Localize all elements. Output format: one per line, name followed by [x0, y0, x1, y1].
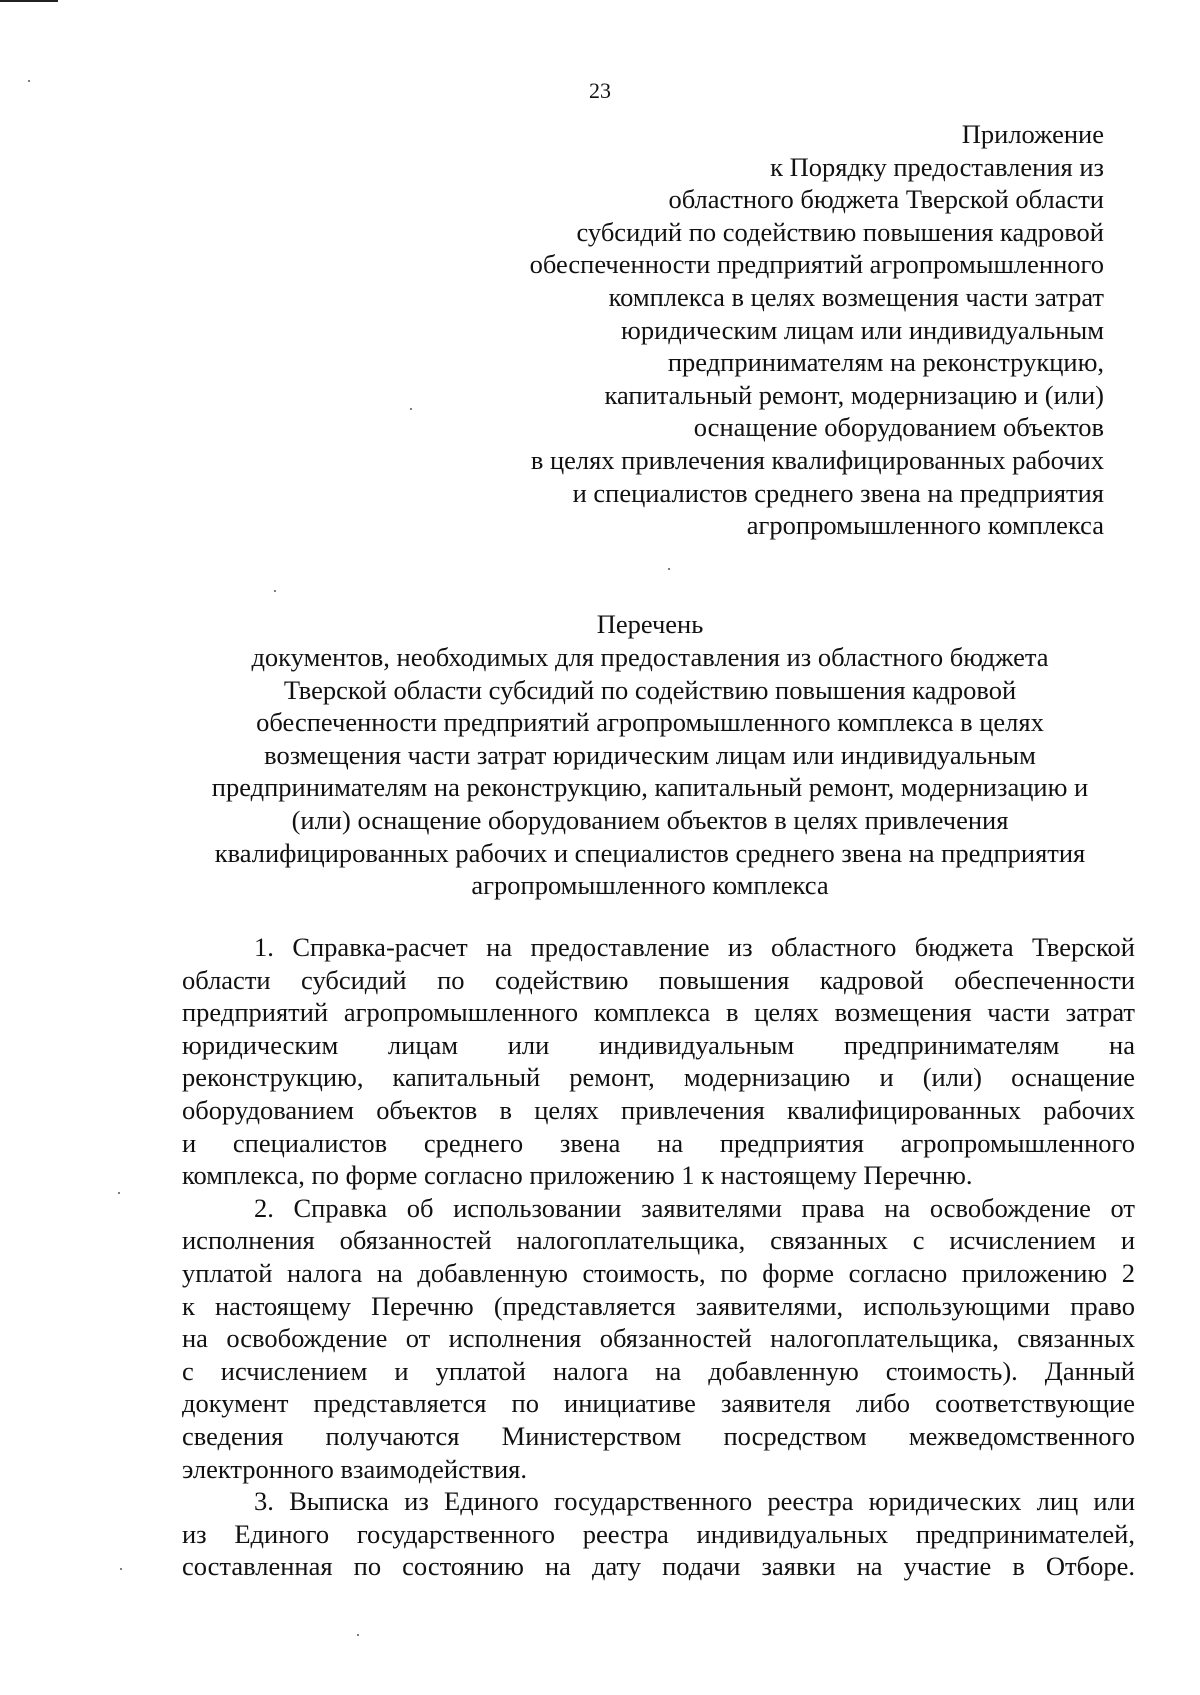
paragraph-line: документ представляется по инициативе заявителя либо соответствующие — [182, 1388, 1135, 1419]
page-number: 23 — [589, 78, 611, 103]
scan-speck — [357, 1634, 359, 1636]
appendix-line: Приложение — [961, 119, 1104, 149]
paragraph-line: комплекса, по форме согласно приложению 1 к настоящему Перечню. — [182, 1160, 973, 1191]
paragraph-line: из Единого государственного реестра индивидуальных предпринимателей, — [182, 1518, 1135, 1549]
paragraph-line: реконструкцию, капитальный ремонт, модернизацию и (или) оснащение — [182, 1062, 1135, 1093]
appendix-line: агропромышленного комплекса — [746, 510, 1104, 541]
list-subtitle — [160, 641, 1140, 902]
subtitle-line: возмещения части затрат юридическим лицам или индивидуальным — [264, 739, 1036, 770]
scan-speck — [28, 80, 30, 82]
appendix-line: обеспеченности предприятий агропромышленного — [529, 249, 1104, 280]
appendix-line: комплекса в целях возмещения части затрат — [608, 281, 1104, 312]
appendix-header — [464, 118, 1104, 542]
paragraph-line: к настоящему Перечню (представляется заявителями, использующими право — [182, 1290, 1135, 1321]
scan-speck — [118, 1192, 120, 1194]
appendix-line: субсидий по содействию повышения кадровой — [576, 216, 1104, 247]
paragraph-line: на освобождение от исполнения обязанностей налогоплательщика, связанных — [182, 1323, 1135, 1354]
scan-speck — [410, 408, 412, 410]
paragraph-line: с исчислением и уплатой налога на добавленную стоимость). Данный — [182, 1355, 1135, 1386]
paragraph-line: 3. Выписка из Единого государственного реестра юридических лиц или — [254, 1486, 1135, 1517]
scan-speck — [668, 568, 670, 570]
appendix-line: и специалистов среднего звена на предприятия — [572, 477, 1104, 508]
subtitle-line: документов, необходимых для предоставления из областного бюджета — [251, 642, 1049, 672]
appendix-line: юридическим лицам или индивидуальным — [621, 314, 1104, 345]
paragraph-line: и специалистов среднего звена на предприятия агропромышленного — [182, 1127, 1135, 1158]
scan-speck — [120, 1568, 122, 1570]
list-title: Перечень — [596, 609, 704, 639]
paragraph-line: исполнения обязанностей налогоплательщика, связанных с исчислением и — [182, 1225, 1135, 1256]
paragraph-item-3 — [182, 1485, 1135, 1583]
paragraph-item-2 — [182, 1192, 1135, 1485]
document-body — [182, 931, 1135, 1583]
scan-speck — [274, 590, 276, 592]
appendix-line: областного бюджета Тверской области — [668, 184, 1104, 215]
paragraph-line: предприятий агропромышленного комплекса в целях возмещения части затрат — [182, 997, 1135, 1028]
paragraph-line: 1. Справка-расчет на предоставление из областного бюджета Тверской — [254, 932, 1135, 962]
paragraph-line: уплатой налога на добавленную стоимость, по форме согласно приложению 2 — [182, 1257, 1135, 1288]
paragraph-line: электронного взаимодействия. — [182, 1453, 527, 1484]
paragraph-line: 2. Справка об использовании заявителями права на освобождение от — [254, 1192, 1135, 1223]
subtitle-line: предпринимателям на реконструкцию, капитальный ремонт, модернизацию и — [211, 772, 1089, 803]
paragraph-item-1 — [182, 931, 1135, 1192]
paragraph-line: юридическим лицам или индивидуальным предпринимателям на — [182, 1029, 1135, 1060]
paragraph-line: области субсидий по содействию повышения кадровой обеспеченности — [182, 964, 1135, 995]
scan-edge-line — [0, 0, 58, 2]
appendix-line: капитальный ремонт, модернизацию и (или) — [604, 379, 1104, 410]
appendix-line: в целях привлечения квалифицированных рабочих — [530, 444, 1104, 475]
paragraph-line: оборудованием объектов в целях привлечения квалифицированных рабочих — [182, 1094, 1135, 1125]
appendix-line: оснащение оборудованием объектов — [693, 412, 1104, 443]
appendix-line: к Порядку предоставления из — [770, 151, 1104, 182]
paragraph-line: составленная по состоянию на дату подачи заявки на участие в Отборе. — [182, 1551, 1135, 1582]
subtitle-line: квалифицированных рабочих и специалистов среднего звена на предприятия — [214, 837, 1086, 868]
subtitle-line: обеспеченности предприятий агропромышленного комплекса в целях — [256, 707, 1044, 738]
subtitle-line: Тверской области субсидий по содействию повышения кадровой — [283, 674, 1017, 705]
subtitle-line: (или) оснащение оборудованием объектов в целях привлечения — [291, 804, 1009, 835]
subtitle-line: агропромышленного комплекса — [471, 870, 829, 901]
paragraph-line: сведения получаются Министерством посредством межведомственного — [182, 1420, 1135, 1451]
appendix-line: предпринимателям на реконструкцию, — [667, 347, 1104, 378]
